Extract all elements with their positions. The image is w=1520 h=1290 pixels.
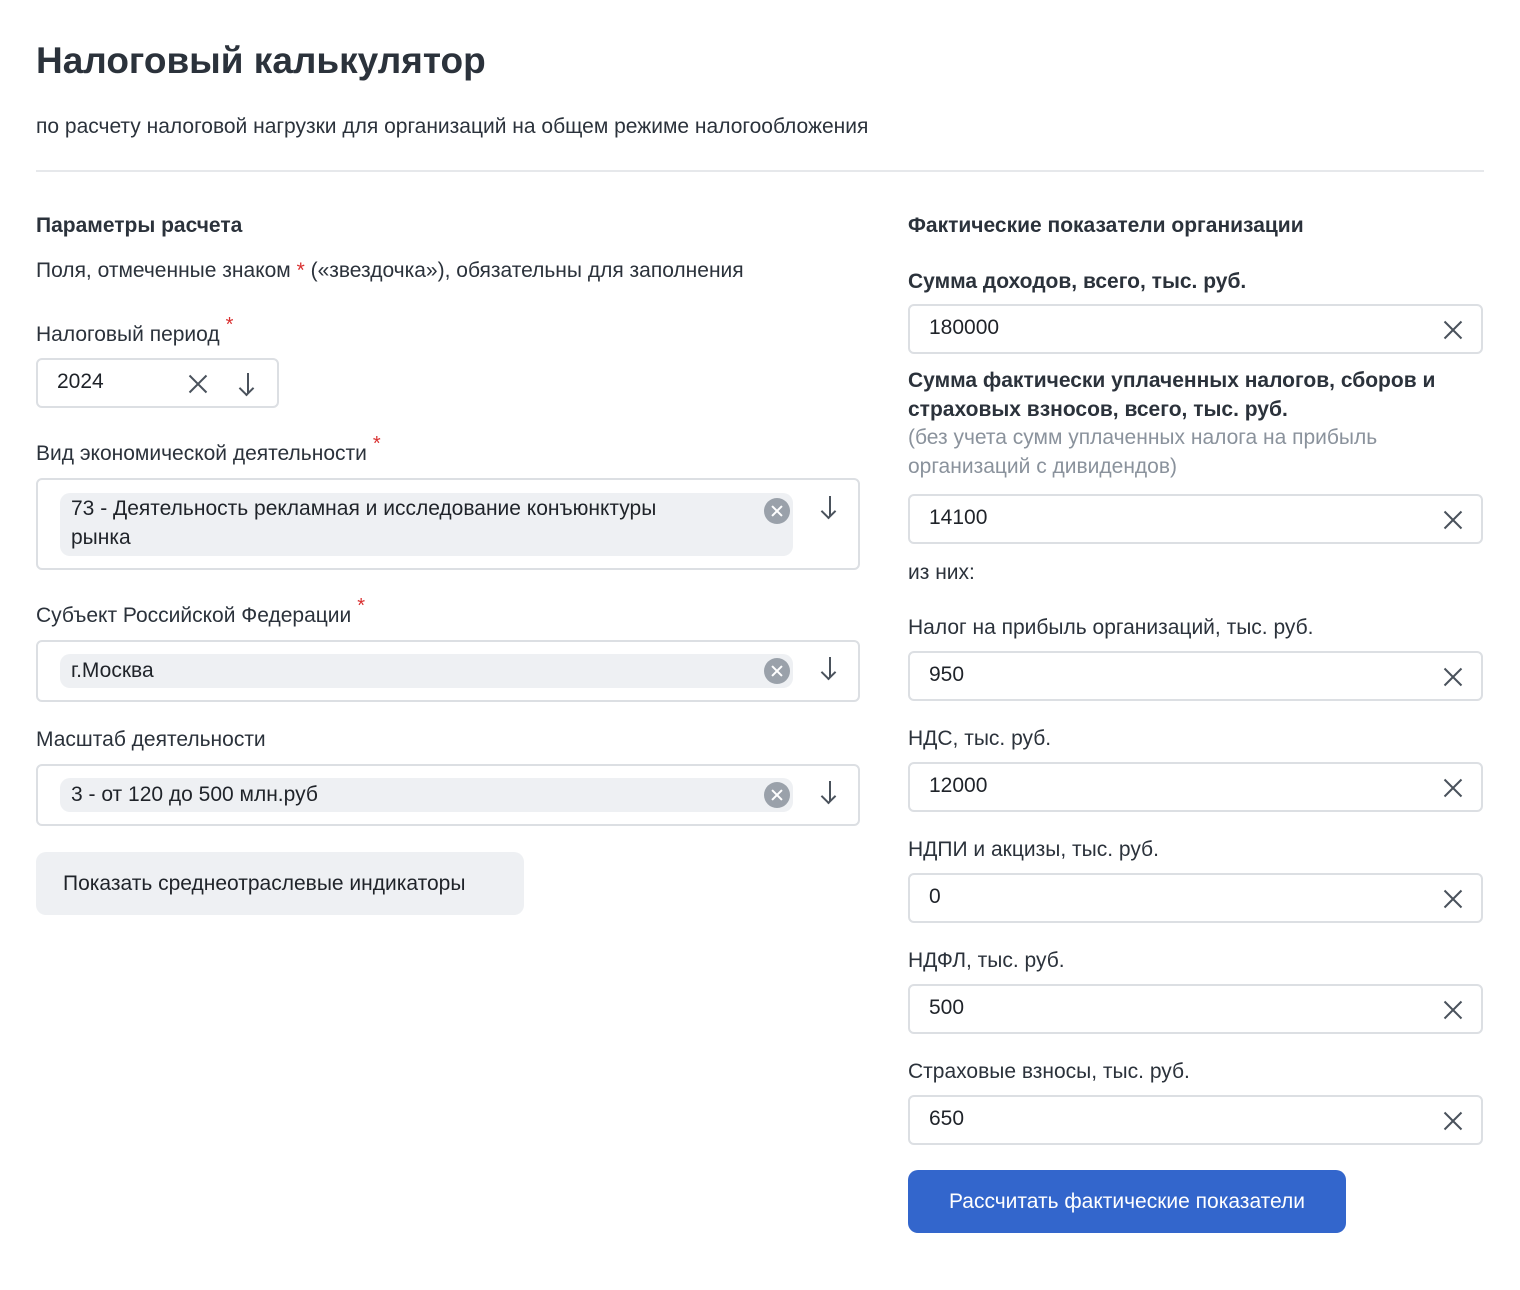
region-label-text: Субъект Российской Федерации: [36, 604, 352, 627]
scale-chip: [60, 778, 793, 812]
params-section-title: Параметры расчета: [36, 214, 243, 237]
taxes-paid-input[interactable]: [908, 494, 1483, 544]
clear-icon[interactable]: [1442, 319, 1464, 341]
required-note: [36, 259, 744, 283]
clear-icon[interactable]: [1442, 777, 1464, 799]
arrow-down-icon[interactable]: [238, 373, 258, 395]
region-select[interactable]: [36, 640, 860, 702]
taxes-paid-label-line1: Сумма фактически уплаченных налогов, сборов и: [908, 369, 1436, 392]
required-note-text-end: («звездочка»), обязательны для заполнения: [304, 259, 744, 282]
required-star: *: [225, 314, 234, 336]
mineral-excise-label: НДПИ и акцизы, тыс. руб.: [908, 838, 1159, 861]
profit-tax-value: 950: [929, 663, 965, 686]
period-label: [36, 314, 234, 347]
actual-section-title: Фактические показатели организации: [908, 214, 1304, 237]
clear-icon[interactable]: [1442, 888, 1464, 910]
pit-input[interactable]: [908, 984, 1483, 1034]
vat-label: НДС, тыс. руб.: [908, 727, 1052, 750]
vat-input[interactable]: [908, 762, 1483, 812]
clear-icon[interactable]: [1442, 666, 1464, 688]
mineral-excise-value: 0: [929, 885, 941, 908]
insurance-value: 650: [929, 1107, 965, 1130]
page-title: Налоговый калькулятор: [36, 40, 486, 81]
region-chip-text: г.Москва: [71, 659, 154, 682]
activity-label: [36, 433, 381, 466]
profit-tax-label: Налог на прибыль организаций, тыс. руб.: [908, 616, 1314, 639]
page-subtitle: по расчету налоговой нагрузки для организаций на общем режиме налогообложения: [36, 115, 869, 138]
income-input[interactable]: [908, 304, 1483, 354]
chip-remove-icon[interactable]: [764, 782, 790, 808]
activity-select[interactable]: [36, 478, 860, 570]
chip-remove-icon[interactable]: [764, 658, 790, 684]
arrow-down-icon[interactable]: [820, 657, 840, 679]
pit-label: НДФЛ, тыс. руб.: [908, 949, 1065, 972]
region-chip: [60, 654, 793, 688]
region-label: [36, 595, 366, 628]
pit-value: 500: [929, 996, 965, 1019]
scale-select[interactable]: [36, 764, 860, 826]
show-indicators-button[interactable]: Показать среднеотраслевые индикаторы: [36, 852, 524, 915]
insurance-input[interactable]: [908, 1095, 1483, 1145]
header-divider: [36, 170, 1484, 172]
vat-value: 12000: [929, 774, 988, 797]
period-select[interactable]: [36, 358, 279, 408]
activity-chip: [60, 493, 793, 556]
taxes-paid-label-line2: страховых взносов, всего, тыс. руб.: [908, 398, 1288, 421]
period-value: 2024: [57, 370, 104, 393]
clear-icon[interactable]: [1442, 1110, 1464, 1132]
required-star: *: [296, 259, 305, 282]
taxes-paid-hint-line1: (без учета сумм уплаченных налога на прибыль: [908, 426, 1378, 449]
arrow-down-icon[interactable]: [820, 781, 840, 803]
required-star: *: [357, 595, 366, 617]
arrow-down-icon[interactable]: [820, 496, 840, 518]
activity-label-text: Вид экономической деятельности: [36, 442, 367, 465]
clear-icon[interactable]: [1442, 999, 1464, 1021]
clear-icon[interactable]: [1442, 509, 1464, 531]
activity-chip-line1: 73 - Деятельность рекламная и исследование конъюнктуры: [71, 497, 657, 520]
profit-tax-input[interactable]: [908, 651, 1483, 701]
required-star: *: [372, 433, 381, 455]
chip-remove-icon[interactable]: [764, 498, 790, 524]
scale-label: Масштаб деятельности: [36, 728, 266, 751]
mineral-excise-input[interactable]: [908, 873, 1483, 923]
activity-chip-line2: рынка: [71, 526, 131, 549]
calculate-button[interactable]: Рассчитать фактические показатели: [908, 1170, 1346, 1233]
income-value: 180000: [929, 316, 1000, 339]
period-label-text: Налоговый период: [36, 323, 220, 346]
scale-chip-text: 3 - от 120 до 500 млн.руб: [71, 783, 318, 806]
clear-icon[interactable]: [187, 373, 209, 395]
income-label: Сумма доходов, всего, тыс. руб.: [908, 270, 1247, 293]
taxes-paid-value: 14100: [929, 506, 988, 529]
taxes-paid-hint-line2: организаций с дивидендов): [908, 455, 1178, 478]
insurance-label: Страховые взносы, тыс. руб.: [908, 1060, 1190, 1083]
required-note-text: Поля, отмеченные знаком: [36, 259, 297, 282]
of-which-label: из них:: [908, 561, 975, 584]
